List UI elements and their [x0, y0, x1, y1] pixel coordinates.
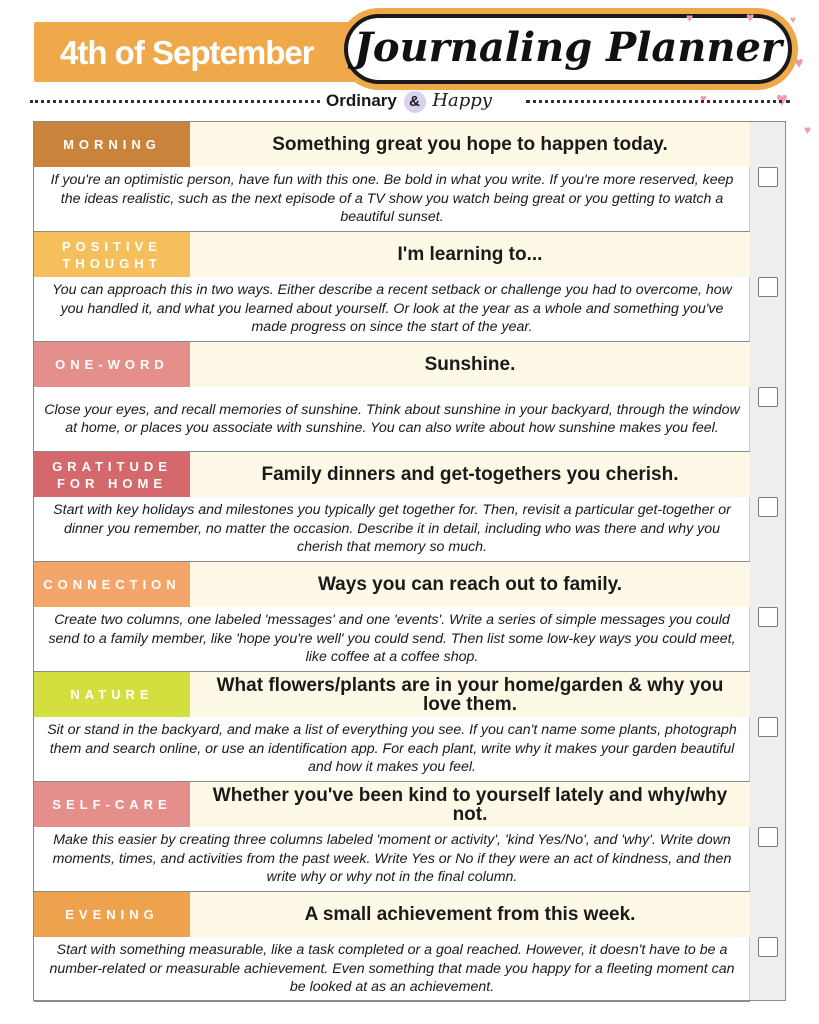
- heart-icon: ♥: [794, 55, 804, 72]
- section-checkbox[interactable]: [758, 937, 778, 957]
- brand-ordinary: Ordinary: [326, 91, 397, 110]
- planner-section: [34, 452, 750, 562]
- category-label: MORNING: [34, 122, 190, 167]
- prompt-description: You can approach this in two ways. Either describe a recent setback or challenge you had to overcome, how you handled it, and what you learned about yourself. Or look at the year as a whole and something you've made progress on since the start of the year.: [52, 282, 732, 336]
- category-label: CONNECTION: [34, 562, 190, 607]
- category-label: SELF-CARE: [34, 782, 190, 827]
- heart-icon: ♥: [700, 93, 707, 105]
- heart-icon: ♥: [804, 123, 812, 137]
- planner-section: [34, 232, 750, 342]
- brand-row: [30, 86, 790, 116]
- category-label: EVENING: [34, 892, 190, 937]
- category-label: ONE-WORD: [34, 342, 190, 387]
- prompt-title: A small achievement from this week.: [190, 892, 750, 937]
- section-checkbox[interactable]: [758, 277, 778, 297]
- prompt-description: Start with key holidays and milestones you typically get together for. Then, revisit a particular get-together or dinner you remember, no matter the occasion. Describe it in detail, including who was there and why you cherish that memory so much.: [53, 502, 731, 556]
- planner-table: [33, 121, 786, 1001]
- prompt-description: Make this easier by creating three columns labeled 'moment or activity', 'kind Yes/No', and 'why'. Write down moments, times, and activities from the past week. Write Yes or No if they were an act of kindness, and then write why or why not in the final column.: [52, 832, 732, 886]
- prompt-title: Whether you've been kind to yourself lately and why/why not.: [190, 782, 750, 827]
- category-label: POSITIVE THOUGHT: [34, 232, 190, 277]
- prompt-title: What flowers/plants are in your home/garden & why you love them.: [190, 672, 750, 717]
- section-checkbox[interactable]: [758, 497, 778, 517]
- section-checkbox[interactable]: [758, 387, 778, 407]
- planner-section: [34, 892, 750, 1002]
- checkbox-column: [749, 122, 785, 1000]
- section-checkbox[interactable]: [758, 717, 778, 737]
- heart-icon: ♥: [776, 89, 788, 111]
- planner-title: Journaling Planner: [344, 14, 792, 84]
- planner-section: [34, 122, 750, 232]
- planner-section: [34, 782, 750, 892]
- section-checkbox[interactable]: [758, 167, 778, 187]
- prompt-title: Ways you can reach out to family.: [190, 562, 750, 607]
- date-title: 4th of September: [60, 34, 314, 71]
- category-label: NATURE: [34, 672, 190, 717]
- prompt-title: Sunshine.: [190, 342, 750, 387]
- prompt-description: Create two columns, one labeled 'messages' and one 'events'. Write a series of simple messages you could send to a family member, like 'hope you're well' you could send. Then list some low-key ways you could meet, like coffee at a coffee shop.: [48, 612, 736, 666]
- dotted-divider: [30, 100, 320, 103]
- prompt-title: Family dinners and get-togethers you cherish.: [190, 452, 750, 497]
- planner-section: [34, 562, 750, 672]
- heart-icon: ♥: [686, 11, 694, 25]
- planner-section: [34, 672, 750, 782]
- prompt-description: Start with something measurable, like a task completed or a goal reached. However, it doesn't have to be a number-related or measurable achievement. Even something that made you happy for a fleeting moment can be looked at as an achievement.: [49, 942, 735, 996]
- prompt-description: Sit or stand in the backyard, and make a list of everything you see. If you can't name some plants, photograph them and search online, or use an identification app. For each plant, write why it makes your garden beautiful and how it makes you feel.: [47, 722, 737, 776]
- brand-ampersand: &: [404, 91, 426, 113]
- prompt-title: I'm learning to...: [190, 232, 750, 277]
- prompt-description: Close your eyes, and recall memories of sunshine. Think about sunshine in your backyard, through the window at home, or places you associate with sunshine. You can also write about how sunshine makes you feel.: [44, 401, 740, 436]
- heart-icon: ♥: [790, 15, 796, 26]
- dotted-divider: [526, 100, 790, 103]
- brand-logo: [326, 88, 526, 114]
- section-checkbox[interactable]: [758, 827, 778, 847]
- brand-happy: Happy: [432, 90, 492, 111]
- prompt-description: If you're an optimistic person, have fun with this one. Be bold in what you write. If you're more reserved, keep the ideas realistic, such as the next episode of a TV show you watch being great or you getting to watch a beautiful sunset.: [50, 172, 734, 226]
- heart-icon: ♥: [746, 9, 755, 25]
- prompt-title: Something great you hope to happen today.: [190, 122, 750, 167]
- section-checkbox[interactable]: [758, 607, 778, 627]
- planner-section: [34, 342, 750, 452]
- category-label: GRATITUDE FOR HOME: [34, 452, 190, 497]
